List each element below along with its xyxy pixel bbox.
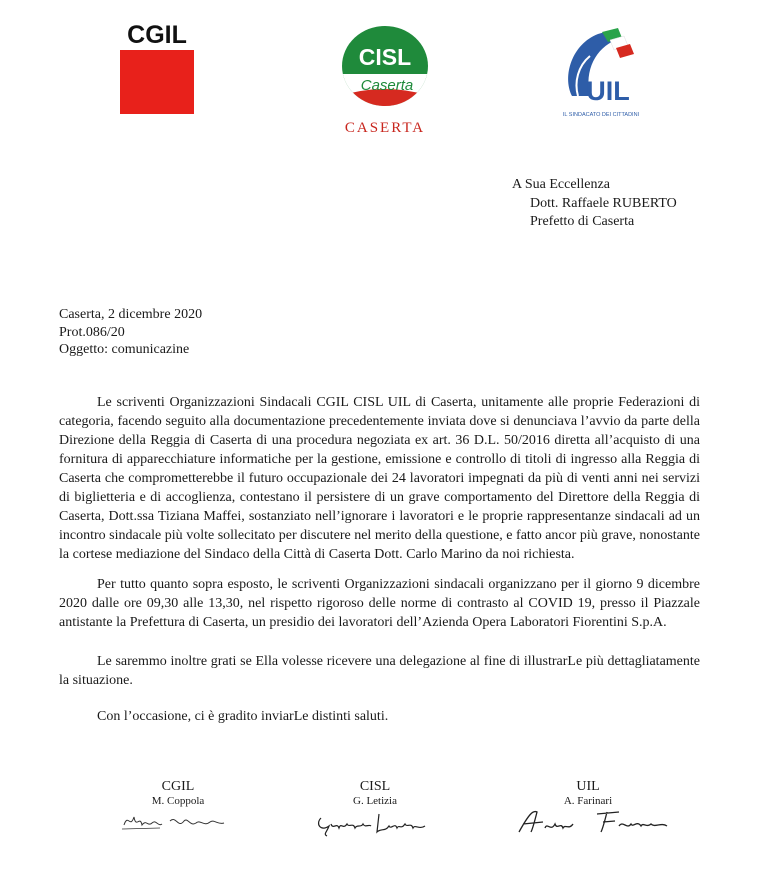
signature-cgil xyxy=(118,779,238,808)
handwritten-signature-uil xyxy=(515,804,675,838)
uil-logo xyxy=(558,26,644,122)
uil-tagline: IL SINDACATO DEI CITTADINI xyxy=(562,112,640,118)
recipient-salutation: A Sua Eccellenza xyxy=(512,177,610,192)
uil-logo-text: UIL xyxy=(586,76,630,106)
cisl-logo-text: CISL xyxy=(358,44,412,70)
signature-org: CISL xyxy=(359,779,391,794)
cgil-logo-text: CGIL xyxy=(127,21,187,49)
signature-org: UIL xyxy=(576,779,600,794)
cgil-logo xyxy=(118,22,196,114)
signature-name: M. Coppola xyxy=(151,795,205,807)
signature-name: A. Farinari xyxy=(563,795,613,807)
subject-line: Oggetto: comunicazine xyxy=(59,342,190,357)
cisl-city-label: CASERTA xyxy=(344,120,426,136)
recipient-name: Dott. Raffaele RUBERTO xyxy=(530,195,677,211)
uil-emblem-icon xyxy=(558,26,644,112)
cgil-logo-square xyxy=(120,50,194,114)
handwritten-signature-cisl xyxy=(315,806,435,838)
place-date: Caserta, 2 dicembre 2020 xyxy=(59,307,203,322)
signature-name: G. Letizia xyxy=(353,795,397,807)
recipient-block xyxy=(512,176,677,232)
signature-cisl xyxy=(315,779,435,808)
body-paragraph-4: Con l’occasione, ci è gradito inviarLe distinti saluti. xyxy=(97,709,389,724)
body-paragraph-2: Per tutto quanto sopra esposto, le scriventi Organizzazioni sindacali organizzano per il giorno 9 dicembre 2020 dalle ore 09,30 alle 13,30, nel rispetto rigoroso delle norme di contrasto al COVID 19, presso il Piazzale antistante la Prefettura di Caserta, un presidio dei lavoratori dell’Azienda Opera Laboratori Fiorentini S.p.A. xyxy=(59,577,700,630)
cisl-emblem-icon xyxy=(340,24,430,110)
recipient-title: Prefetto di Caserta xyxy=(530,214,635,229)
handwritten-signature-cgil xyxy=(120,805,230,835)
signature-org: CGIL xyxy=(161,779,195,794)
cisl-logo-subtext: Caserta xyxy=(360,77,414,94)
letter-meta xyxy=(59,306,202,359)
protocol-number: Prot.086/20 xyxy=(59,324,125,340)
body-paragraph-1: Le scriventi Organizzazioni Sindacali CGIL CISL UIL di Caserta, unitamente alle proprie Federazioni di categoria, facendo seguito alla documentazione precedentemente inviata dove si denunciava l’avvio da parte della Direzione della Reggia di Caserta di una procedura negoziata ex art. 36 D.L. 50/2016 diretta all’acquisto di una fornitura di apparecchiature informatiche per la gestione, emissione e controllo di titoli di ingresso alla Reggia di Caserta che comprometterebbe il futuro occupazionale dei 24 lavoratori impegnati da più di venti anni nei servizi di biglietteria e di accoglienza, contestano il persistere di un grave comportamento del Direttore della Reggia di Caserta, Dott.ssa Tiziana Maffei, sostanziato nell’ignorare i lavoratori e le proprie rappresentanze sindacali ad un incontro sindacale più volte sollecitato per discutere nel merito della questione, e fatto ancor più grave, nonostante la cortese mediazione del Sindaco della Città di Caserta Dott. Carlo Marino da noi richiesta. xyxy=(59,395,700,562)
body-paragraph-3: Le saremmo inoltre grati se Ella volesse ricevere una delegazione al fine di illustrarLe più dettagliatamente la situazione. xyxy=(59,654,700,688)
cisl-logo xyxy=(330,24,440,136)
